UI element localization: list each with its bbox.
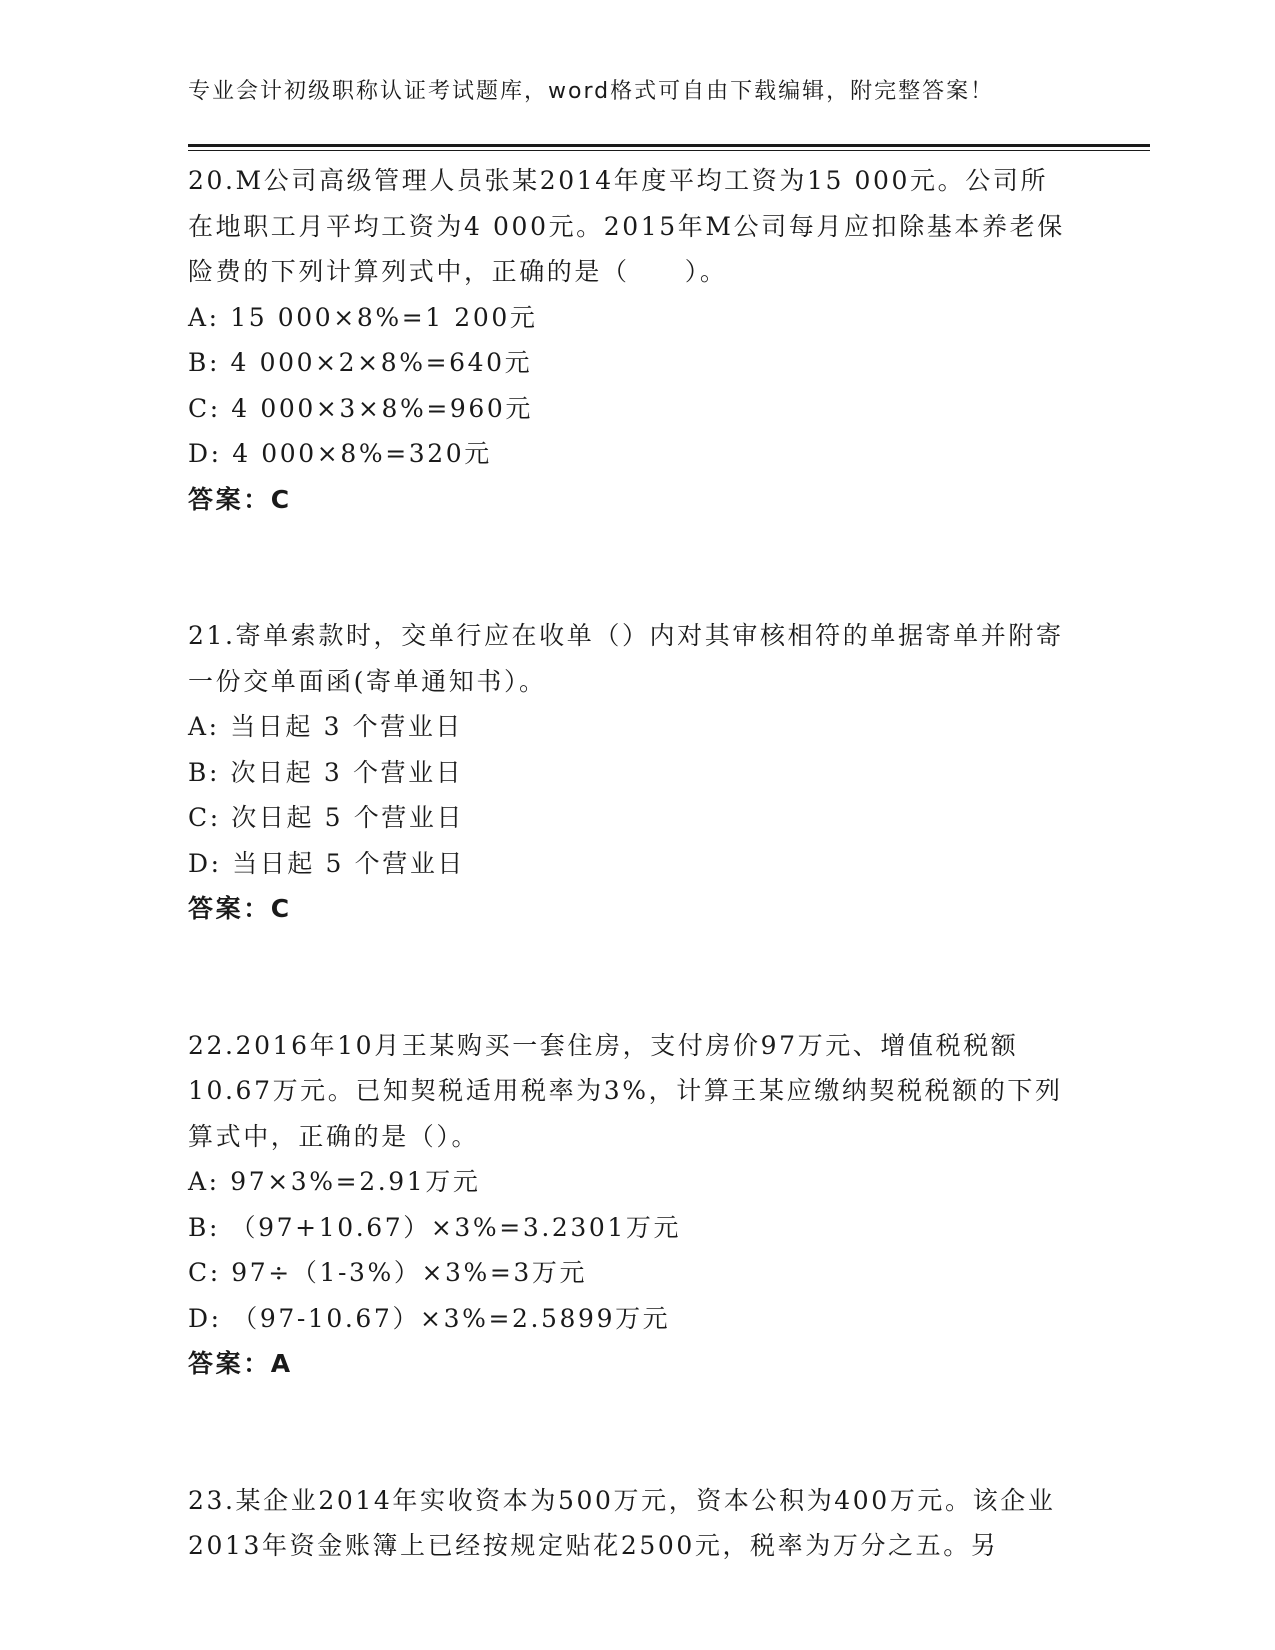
option-a: A: 15 000×8%=1 200元	[188, 302, 538, 332]
option-d: D: 当日起 5 个营业日	[188, 848, 466, 878]
option-a: A: 当日起 3 个营业日	[188, 712, 464, 741]
question-spacer	[188, 932, 1068, 1023]
option-d: D: 4 000×8%=320元	[188, 439, 492, 468]
question-spacer	[188, 522, 1068, 613]
option-a: A: 97×3%=2.91万元	[188, 1167, 481, 1196]
option-c: C: 4 000×3×8%=960元	[188, 393, 533, 423]
header-rule-thin	[188, 150, 1150, 151]
question-spacer	[188, 1387, 1068, 1478]
option-d: D: （97-10.67）×3%=2.5899万元	[188, 1303, 671, 1333]
answer: 答案：C	[188, 484, 292, 514]
question-stem: 23.某企业2014年实收资本为500万元，资本公积为400万元。该企业2013年资金账簿上已经按规定贴花2500元，税率为万分之五。另	[188, 1485, 1056, 1560]
option-b: B: 4 000×2×8%=640元	[188, 348, 533, 377]
question-21	[188, 613, 1068, 932]
question-list	[188, 158, 1068, 1569]
option-c: C: 次日起 5 个营业日	[188, 803, 465, 832]
page-header: 专业会计初级职称认证考试题库，word格式可自由下载编辑，附完整答案！	[188, 79, 995, 104]
answer: 答案：C	[188, 894, 292, 923]
question-stem: 22.2016年10月王某购买一套住房，支付房价97万元、增值税税额10.67万元。已知契税适用税率为3%，计算王某应缴纳契税税额的下列算式中，正确的是（）。	[188, 1030, 1063, 1151]
option-b: B: （97+10.67）×3%=3.2301万元	[188, 1212, 682, 1242]
question-22	[188, 1023, 1068, 1387]
option-b: B: 次日起 3 个营业日	[188, 757, 464, 787]
question-stem: 20.M公司高级管理人员张某2014年度平均工资为15 000元。公司所在地职工月平均工资为4 000元。2015年M公司每月应扣除基本养老保险费的下列计算列式中，正确的是（ ）。	[188, 166, 1065, 286]
question-stem: 21.寄单索款时，交单行应在收单（）内对其审核相符的单据寄单并附寄一份交单面函(寄单通知书）。	[188, 621, 1064, 696]
question-20	[188, 158, 1068, 522]
header-rule-thick	[188, 144, 1150, 147]
option-c: C: 97÷（1-3%）×3%=3万元	[188, 1258, 588, 1287]
answer: 答案：A	[188, 1349, 293, 1378]
question-23	[188, 1478, 1068, 1569]
